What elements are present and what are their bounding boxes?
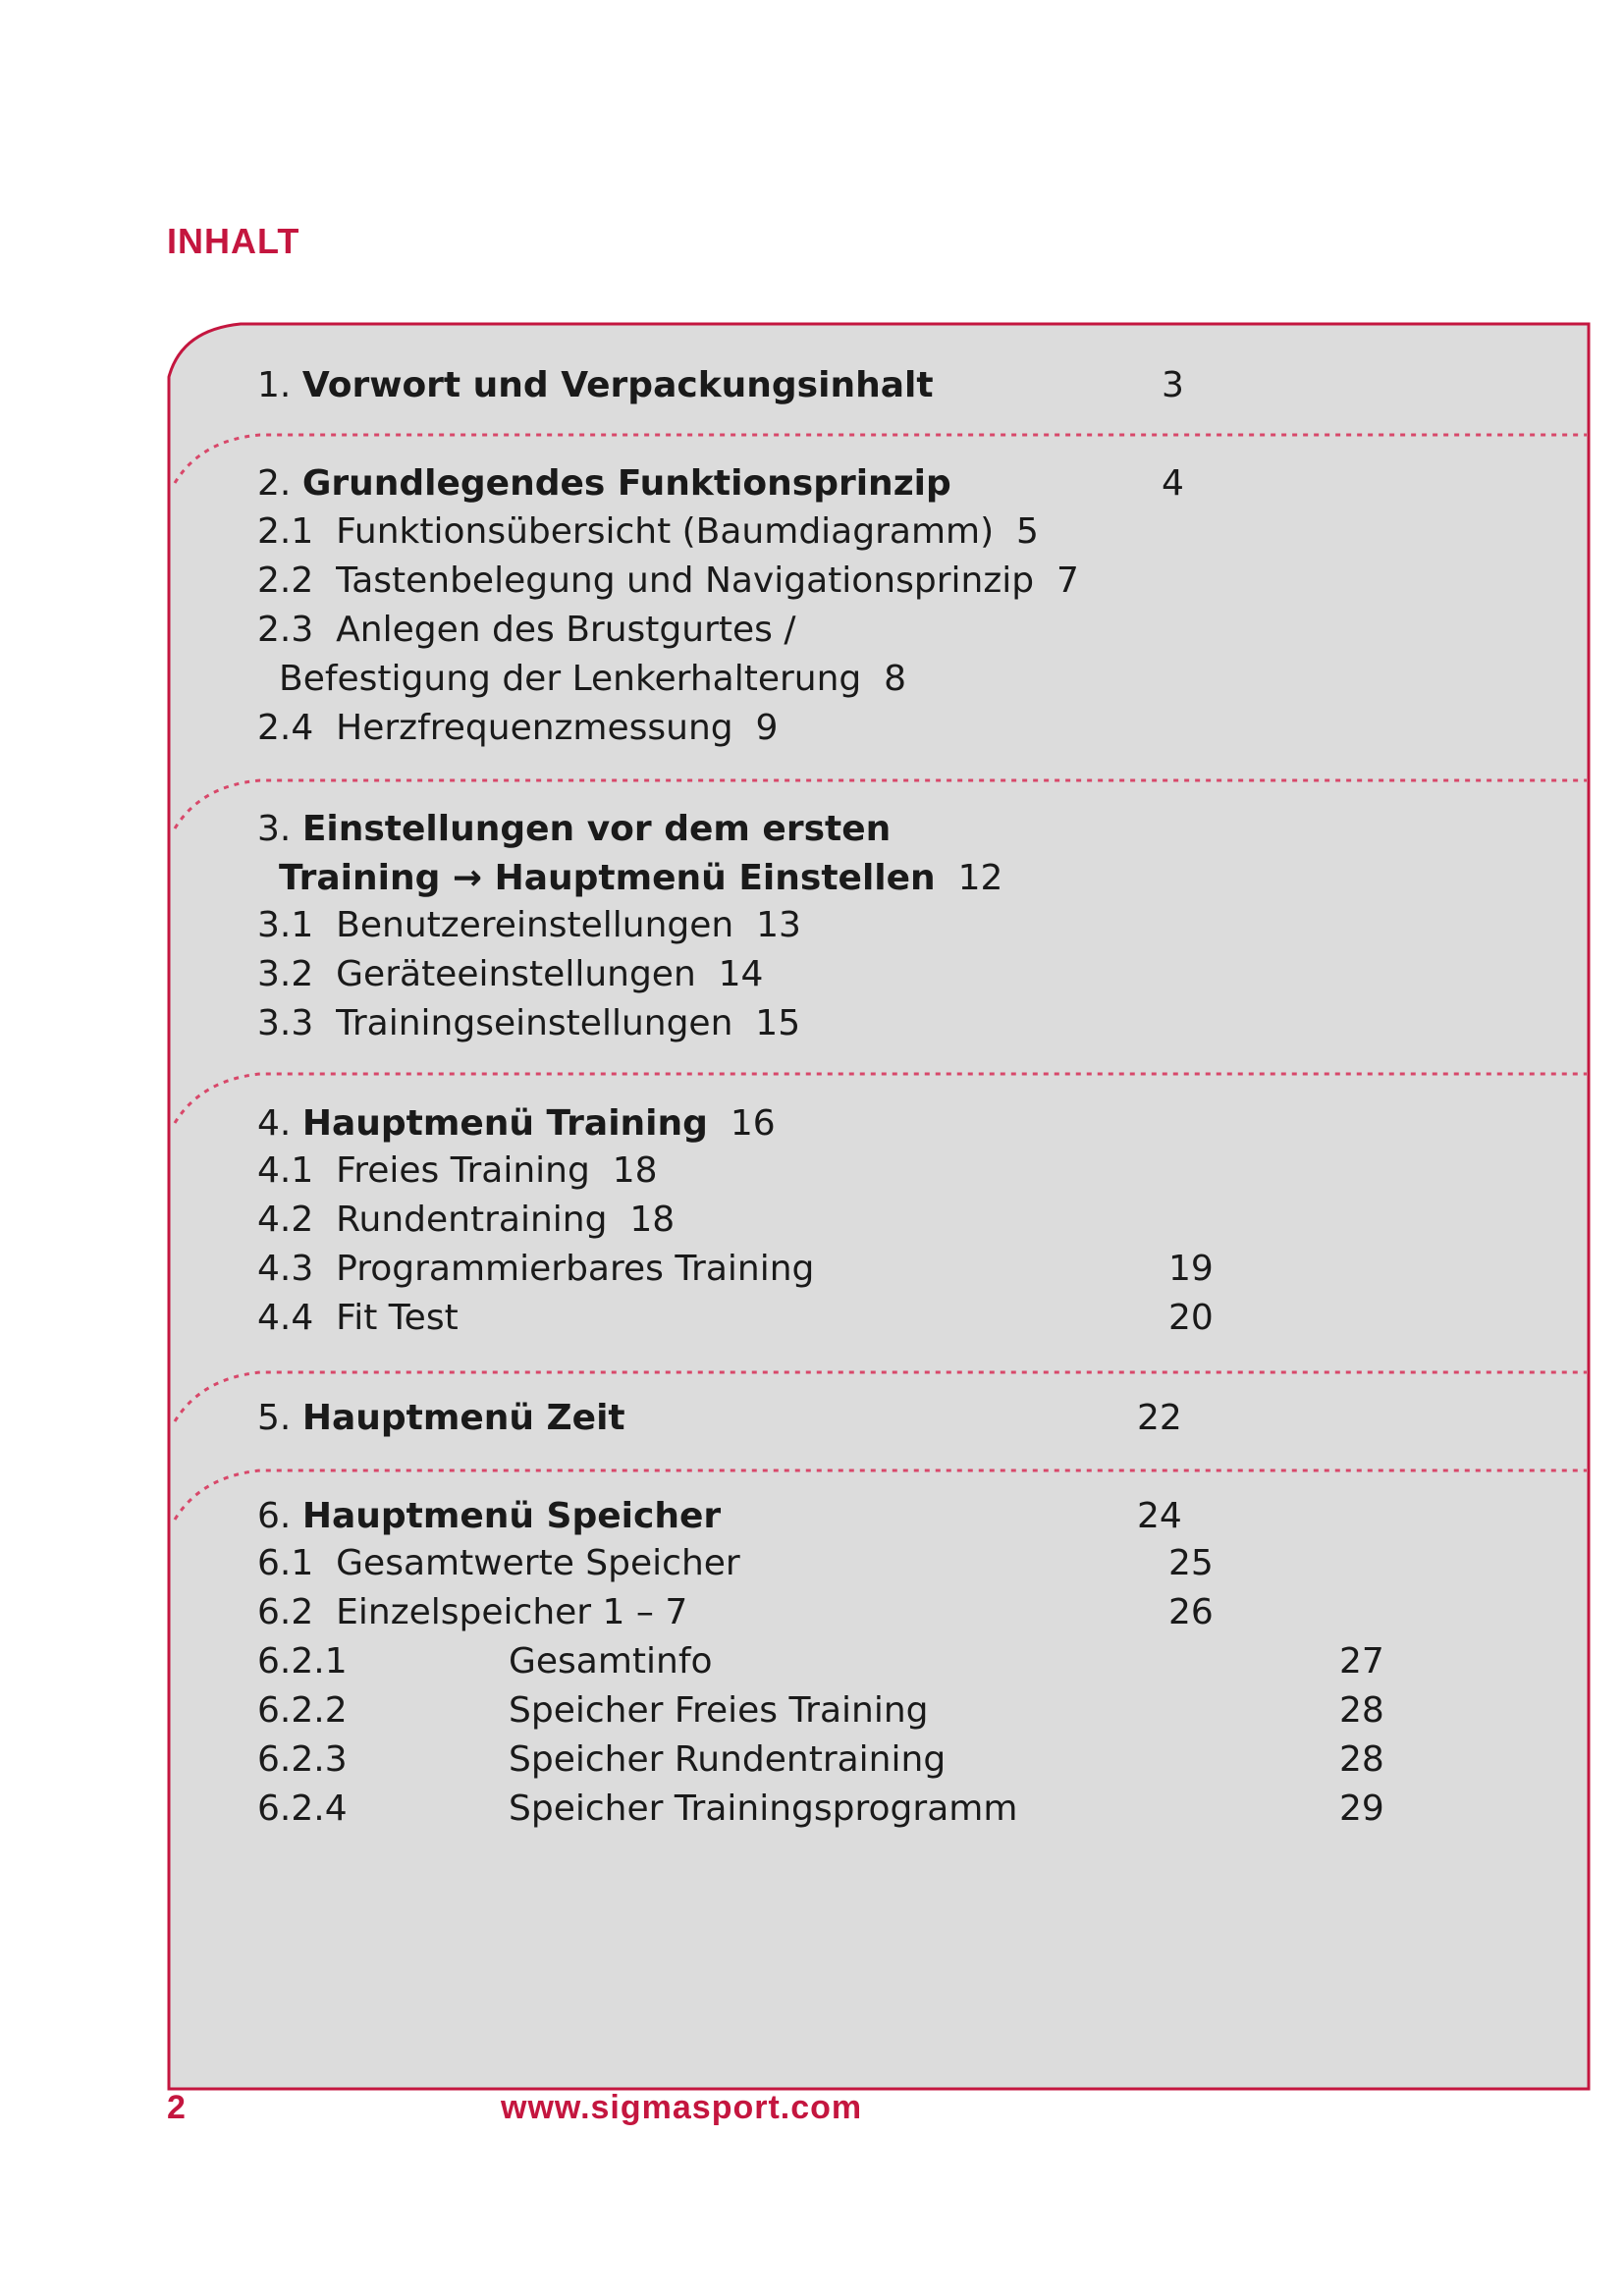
toc-entry[interactable]: 2.2 Tastenbelegung und Navigationsprinzip 7 [257,561,1079,601]
toc-subentry-number: 6.2.1 [257,1641,348,1682]
toc-subentry-title[interactable]: Gesamtinfo [509,1641,713,1682]
toc-entry[interactable]: 2.1 Funktionsübersicht (Baumdiagramm) 5 [257,511,1039,552]
page-ref: 13 [756,905,801,945]
toc-subentry-title[interactable]: Speicher Freies Training [509,1690,929,1731]
toc-subentry-number: 6.2.2 [257,1690,348,1731]
page-ref: 9 [755,708,779,748]
toc-entry[interactable]: 3.2 Geräteeinstellungen 14 [257,954,764,994]
toc-entry[interactable]: 2.4 Herzfrequenzmessung 9 [257,708,779,748]
page-ref: 14 [718,954,764,994]
website-link[interactable]: www.sigmasport.com [501,2089,863,2126]
toc-subentry-title[interactable]: Speicher Trainingsprogramm [509,1789,1018,1829]
toc-entry[interactable]: 4.3 Programmierbares Training [257,1249,815,1289]
page-ref: 28 [1339,1690,1384,1731]
page-ref: 18 [629,1200,676,1240]
page-ref: 16 [730,1103,776,1144]
toc-subentry-title[interactable]: Speicher Rundentraining [509,1739,947,1780]
page-ref: 4 [1162,463,1184,504]
page-number: 2 [167,2089,186,2126]
toc-subentry-number: 6.2.4 [257,1789,348,1829]
page-ref: 25 [1168,1543,1214,1583]
toc-entry[interactable]: 4.2 Rundentraining 18 [257,1200,676,1240]
toc-entry[interactable]: 1. Vorwort und Verpackungsinhalt [257,365,934,405]
toc-entry[interactable]: 6.2 Einzelspeicher 1 – 7 [257,1592,688,1632]
page-title: INHALT [167,221,300,261]
toc-subentry-number: 6.2.3 [257,1739,348,1780]
page-ref: 28 [1339,1739,1384,1780]
toc-entry[interactable]: 6.1 Gesamtwerte Speicher [257,1543,740,1583]
toc-entry-continuation[interactable]: Befestigung der Lenkerhalterung 8 [279,659,907,699]
toc-entry[interactable]: 2. Grundlegendes Funktionsprinzip [257,463,951,504]
toc-entry[interactable]: 5. Hauptmenü Zeit [257,1398,625,1438]
page-ref: 19 [1168,1249,1214,1289]
toc-entry[interactable]: 6. Hauptmenü Speicher [257,1496,722,1536]
page-ref: 24 [1137,1496,1182,1536]
toc-entry-continuation[interactable]: Training → Hauptmenü Einstellen 12 [279,858,1003,898]
page-ref: 12 [957,858,1003,898]
page-ref: 18 [612,1150,658,1191]
page-ref: 8 [884,659,907,699]
page-ref: 7 [1056,561,1079,601]
page-ref: 5 [1016,511,1039,552]
page-ref: 22 [1137,1398,1182,1438]
toc-entry[interactable]: 4.4 Fit Test [257,1298,459,1338]
toc-entry[interactable]: 2.3 Anlegen des Brustgurtes / [257,610,796,650]
toc-entry[interactable]: 4.1 Freies Training 18 [257,1150,658,1191]
page-ref: 15 [755,1003,801,1043]
page-ref: 3 [1162,365,1184,405]
toc-entry[interactable]: 3.1 Benutzereinstellungen 13 [257,905,801,945]
page-ref: 29 [1339,1789,1384,1829]
page-ref: 26 [1168,1592,1214,1632]
toc-entry[interactable]: 3.3 Trainingseinstellungen 15 [257,1003,801,1043]
toc-entry[interactable]: 3. Einstellungen vor dem ersten [257,809,892,849]
page-ref: 27 [1339,1641,1384,1682]
toc-entry[interactable]: 4. Hauptmenü Training 16 [257,1103,776,1144]
page-ref: 20 [1168,1298,1214,1338]
